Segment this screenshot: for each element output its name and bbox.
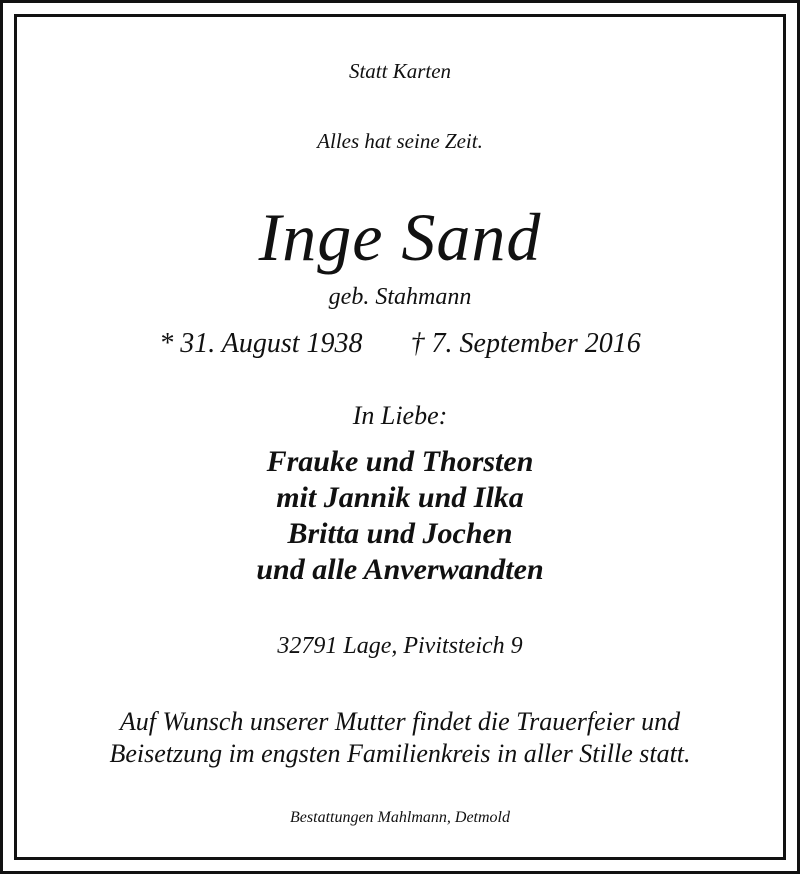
address: 32791 Lage, Pivitsteich 9 — [277, 633, 523, 659]
death-date: † 7. September 2016 — [410, 328, 641, 359]
family-line: Frauke und Thorsten — [266, 445, 534, 478]
family-list — [0, 444, 800, 588]
deceased-name: Inge Sand — [258, 199, 542, 275]
love-label: In Liebe: — [352, 401, 448, 430]
life-dates — [0, 330, 800, 358]
motto-text: Alles hat seine Zeit. — [317, 129, 483, 153]
funeral-note — [0, 706, 800, 770]
family-line: mit Jannik und Ilka — [276, 481, 524, 514]
birth-date: * 31. August 1938 — [159, 328, 363, 359]
family-line: und alle Anverwandten — [256, 553, 544, 586]
funeral-note-line: Beisetzung im engsten Familienkreis in aller Stille statt. — [109, 739, 691, 768]
maiden-name: geb. Stahmann — [328, 284, 472, 310]
family-line: Britta und Jochen — [287, 517, 513, 550]
funeral-note-line: Auf Wunsch unserer Mutter findet die Trauerfeier und — [119, 707, 681, 736]
undertaker: Bestattungen Mahlmann, Detmold — [290, 809, 510, 826]
header-text: Statt Karten — [348, 59, 452, 83]
